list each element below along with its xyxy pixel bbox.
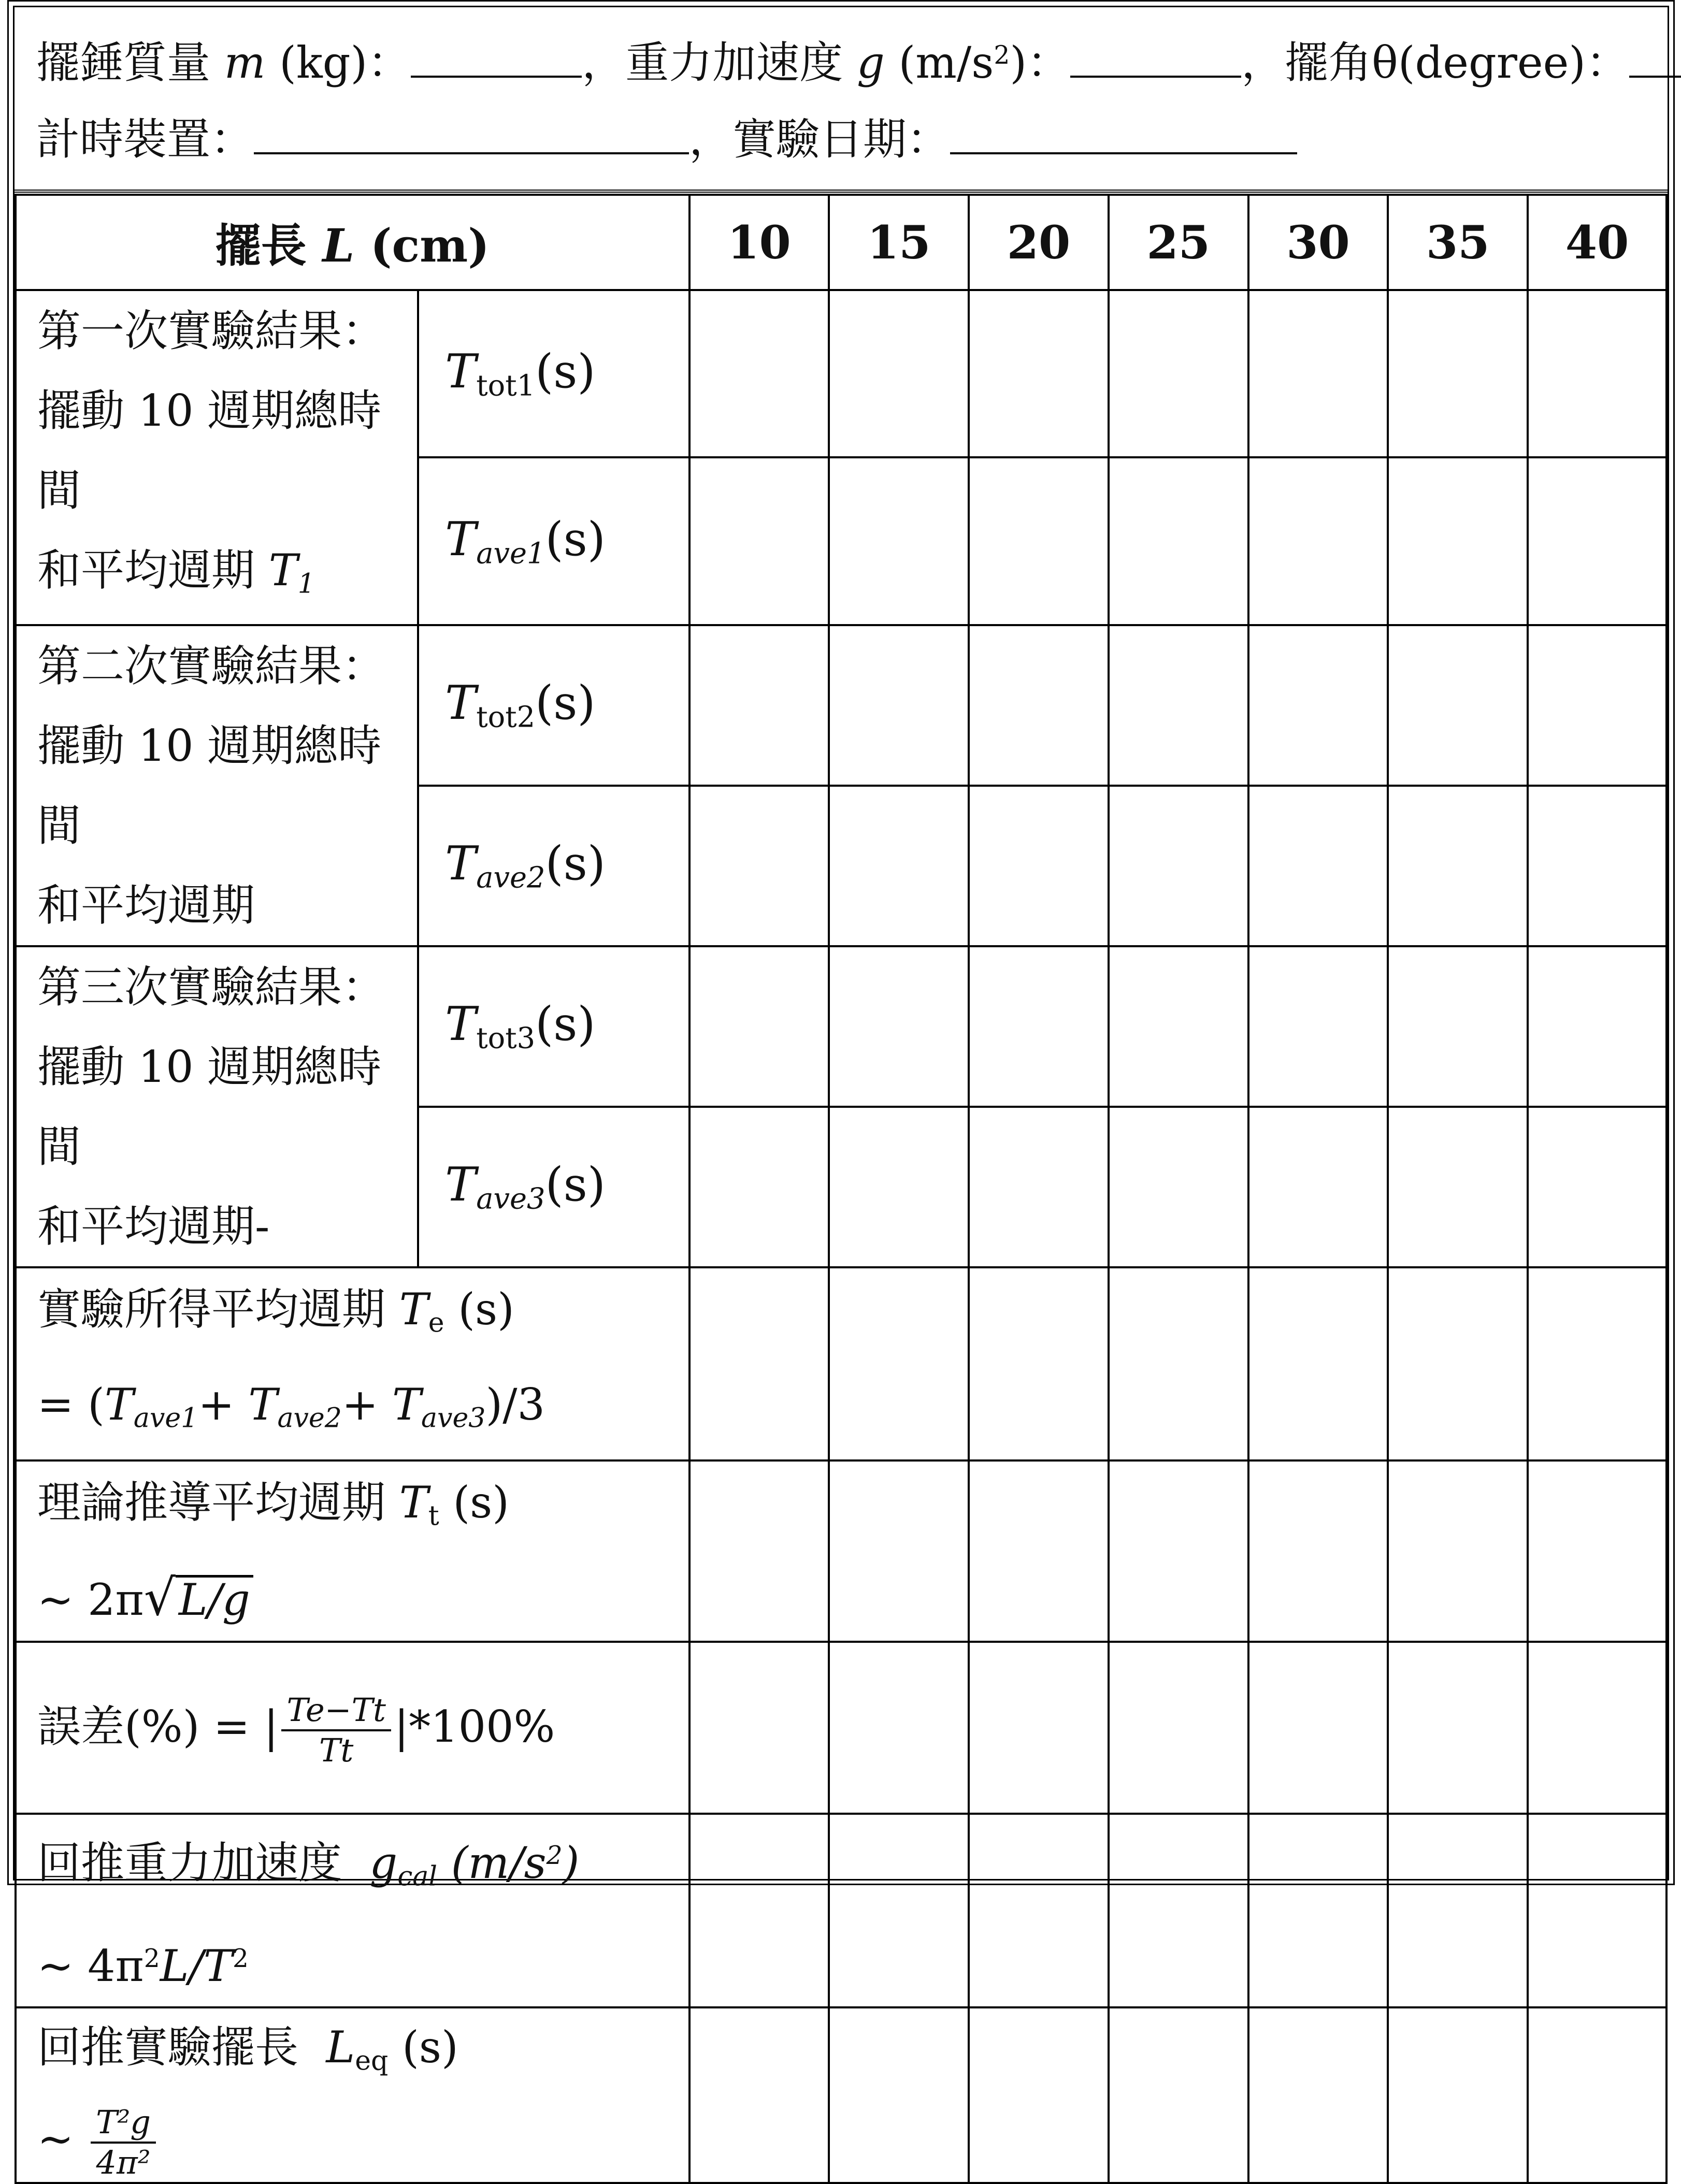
gravity-blank[interactable] <box>1070 39 1241 78</box>
exp-period-label <box>16 1267 689 1460</box>
exp-formula-t3: T <box>392 1379 422 1430</box>
theory-period-unit: (s) <box>453 1477 510 1528</box>
data-cell[interactable] <box>1109 786 1248 946</box>
error-denominator: Tt <box>319 1731 354 1770</box>
data-cell[interactable] <box>689 625 829 786</box>
gcal-formula-mid: L/T <box>160 1940 233 1991</box>
data-cell[interactable] <box>969 290 1109 457</box>
data-cell[interactable] <box>1528 946 1666 1107</box>
data-cell[interactable] <box>1109 1267 1248 1460</box>
data-cell[interactable] <box>829 1460 969 1642</box>
data-cell[interactable] <box>1388 457 1528 625</box>
exp-period-var: T <box>399 1283 428 1335</box>
data-cell[interactable] <box>1248 1642 1388 1814</box>
data-cell[interactable] <box>1109 290 1248 457</box>
data-cell[interactable] <box>1248 1107 1388 1267</box>
leq-var: L <box>326 2022 355 2073</box>
trial2-tot-sub: tot2 <box>476 700 536 734</box>
data-cell[interactable] <box>1388 1460 1528 1642</box>
exp-formula-plus1: + <box>198 1379 249 1430</box>
data-cell[interactable] <box>969 625 1109 786</box>
data-cell[interactable] <box>969 1107 1109 1267</box>
data-cell[interactable] <box>829 1267 969 1460</box>
gcal-text: 回推重力加速度 <box>37 1838 342 1889</box>
data-cell[interactable] <box>689 457 829 625</box>
data-cell[interactable] <box>969 1460 1109 1642</box>
form-inner-frame <box>13 6 1669 2182</box>
data-cell[interactable] <box>1388 625 1528 786</box>
trial3-label <box>16 946 418 1267</box>
length-col-6: 35 <box>1388 195 1528 290</box>
data-cell[interactable] <box>1109 1460 1248 1642</box>
theory-period-var: T <box>399 1477 428 1528</box>
trial1-label <box>16 290 418 625</box>
theory-period-line1 <box>37 1462 688 1557</box>
data-cell[interactable] <box>1248 786 1388 946</box>
timer-label: 計時裝置： <box>36 114 254 165</box>
gcal-formula-pre: ~ 4π <box>37 1940 144 1991</box>
error-fraction <box>281 1691 391 1770</box>
data-cell[interactable] <box>689 1107 829 1267</box>
leq-numerator: T²g <box>91 2103 156 2144</box>
data-cell[interactable] <box>1388 1814 1528 2007</box>
length-header-row <box>16 195 1666 290</box>
length-col-2: 15 <box>829 195 969 290</box>
trial1-ave-label <box>418 457 689 625</box>
length-header-unit: (cm) <box>370 219 490 272</box>
length-col-3: 20 <box>969 195 1109 290</box>
theory-period-sub: t <box>428 1500 439 1532</box>
data-cell[interactable] <box>1109 625 1248 786</box>
exp-formula-t2: T <box>248 1379 278 1430</box>
data-cell[interactable] <box>1109 2007 1248 2183</box>
trial3-ave-unit: (s) <box>545 1158 606 1212</box>
data-cell[interactable] <box>1528 457 1666 625</box>
leq-line1 <box>37 2008 688 2100</box>
trial3-line3: 和平均週期- <box>37 1201 270 1252</box>
trial1-tot-row <box>16 290 1666 457</box>
data-cell[interactable] <box>1528 625 1666 786</box>
error-text: 誤差(%) = | <box>37 1701 279 1753</box>
trial1-line2: 擺動 10 週期總時間 <box>37 385 382 516</box>
data-cell[interactable] <box>1248 625 1388 786</box>
data-cell[interactable] <box>829 625 969 786</box>
trial1-ave-unit: (s) <box>545 512 606 567</box>
trial2-line3: 和平均週期 <box>37 879 255 931</box>
trial3-tot-var: T <box>445 997 477 1052</box>
gravity-unit-pre: (m/s <box>898 37 994 88</box>
data-cell[interactable] <box>1248 1460 1388 1642</box>
data-cell[interactable] <box>969 1814 1109 2007</box>
exp-period-line1 <box>37 1268 688 1364</box>
data-cell[interactable] <box>1528 290 1666 457</box>
gcal-unit-post: ) <box>562 1838 580 1889</box>
data-cell[interactable] <box>969 2007 1109 2183</box>
leq-fraction <box>91 2103 156 2182</box>
trial3-tot-label <box>418 946 689 1107</box>
theory-period-text: 理論推導平均週期 <box>37 1477 386 1528</box>
data-cell[interactable] <box>1528 1267 1666 1460</box>
gcal-row <box>16 1814 1666 2007</box>
leq-sub: eq <box>355 2046 389 2077</box>
trial2-label <box>16 625 418 946</box>
trial1-line3-var: T <box>268 545 298 596</box>
gcal-unit-exp: 2 <box>546 1841 563 1871</box>
data-cell[interactable] <box>689 1267 829 1460</box>
trial3-line2: 擺動 10 週期總時間 <box>37 1041 382 1172</box>
data-cell[interactable] <box>1109 1642 1248 1814</box>
trial1-line3 <box>37 530 417 624</box>
leq-formula <box>37 2100 688 2182</box>
data-cell[interactable] <box>1109 457 1248 625</box>
gravity-unit-post: )： <box>1010 37 1071 88</box>
trial2-ave-label <box>418 786 689 946</box>
leq-text: 回推實驗擺長 <box>37 2022 299 2073</box>
data-cell[interactable] <box>689 1460 829 1642</box>
mass-var: m <box>224 37 266 88</box>
trial2-tot-unit: (s) <box>535 676 596 731</box>
error-row <box>16 1642 1666 1814</box>
exp-formula-t1-sub: ave1 <box>133 1402 198 1434</box>
error-post: |*100% <box>394 1701 555 1753</box>
sqrt-symbol-icon: √ <box>143 1569 176 1627</box>
data-cell[interactable] <box>969 1267 1109 1460</box>
data-cell[interactable] <box>829 457 969 625</box>
data-cell[interactable] <box>1388 1642 1528 1814</box>
angle-blank[interactable] <box>1629 39 1681 78</box>
exp-period-text: 實驗所得平均週期 <box>37 1283 386 1335</box>
data-cell[interactable] <box>1388 1267 1528 1460</box>
gravity-unit-exp: 2 <box>994 41 1010 70</box>
trial1-tot-label <box>418 290 689 457</box>
data-cell[interactable] <box>829 2007 969 2183</box>
header-line-2 <box>36 105 1297 167</box>
leq-denominator: 4π² <box>96 2144 151 2182</box>
gravity-var: g <box>857 37 885 88</box>
data-table <box>15 194 1668 2184</box>
error-numerator: Te−Tt <box>281 1691 391 1731</box>
exp-formula-t3-sub: ave3 <box>421 1402 486 1434</box>
trial3-tot-unit: (s) <box>535 997 596 1052</box>
length-header-var: L <box>322 219 355 272</box>
mass-unit: (kg)： <box>279 37 411 88</box>
gcal-sub: cal <box>397 1861 438 1892</box>
data-cell[interactable] <box>1528 1642 1666 1814</box>
data-cell[interactable] <box>969 946 1109 1107</box>
data-cell[interactable] <box>689 1814 829 2007</box>
exp-formula-t1: T <box>104 1379 134 1430</box>
trial2-ave-unit: (s) <box>545 836 606 891</box>
data-cell[interactable] <box>689 946 829 1107</box>
data-cell[interactable] <box>1109 1107 1248 1267</box>
trial2-tot-var: T <box>445 676 477 731</box>
trial2-line1: 第二次實驗結果： <box>37 640 386 691</box>
data-cell[interactable] <box>969 786 1109 946</box>
trial3-line1: 第三次實驗結果： <box>37 961 386 1013</box>
data-cell[interactable] <box>689 786 829 946</box>
gcal-var: g <box>369 1838 398 1889</box>
data-cell[interactable] <box>1528 1107 1666 1267</box>
theory-formula-pre: ~ 2π <box>37 1574 144 1626</box>
trial1-line3-text: 和平均週期 <box>37 545 255 596</box>
trial1-ave-sub: ave1 <box>476 537 545 571</box>
trial2-ave-var: T <box>445 836 477 891</box>
exp-formula-plus2: + <box>341 1379 392 1430</box>
trial2-ave-sub: ave2 <box>476 861 545 895</box>
mass-label: 擺錘質量 <box>36 37 211 88</box>
data-cell[interactable] <box>1248 457 1388 625</box>
trial3-ave-var: T <box>445 1158 477 1212</box>
gcal-line1 <box>37 1815 688 1917</box>
mass-blank[interactable] <box>411 39 582 78</box>
exp-formula-post: )/3 <box>485 1379 545 1430</box>
exp-period-unit: (s) <box>458 1283 514 1335</box>
trial3-ave-label <box>418 1107 689 1267</box>
data-cell[interactable] <box>1248 946 1388 1107</box>
data-cell[interactable] <box>1248 1267 1388 1460</box>
length-col-5: 30 <box>1248 195 1388 290</box>
header-line-1 <box>36 28 1681 91</box>
trial1-ave-var: T <box>445 512 477 567</box>
data-cell[interactable] <box>969 457 1109 625</box>
data-cell[interactable] <box>689 290 829 457</box>
trial1-line1: 第一次實驗結果： <box>37 306 386 356</box>
exp-formula-t2-sub: ave2 <box>277 1402 342 1434</box>
data-cell[interactable] <box>1388 2007 1528 2183</box>
theory-period-row <box>16 1460 1666 1642</box>
data-cell[interactable] <box>829 1642 969 1814</box>
data-cell[interactable] <box>1388 290 1528 457</box>
form-header <box>15 7 1668 193</box>
data-cell[interactable] <box>1528 1460 1666 1642</box>
length-header-label: 擺長 <box>215 219 307 272</box>
length-header-cell <box>16 195 689 290</box>
data-cell[interactable] <box>1109 1814 1248 2007</box>
trial2-tot-row <box>16 625 1666 786</box>
data-cell[interactable] <box>1248 290 1388 457</box>
data-cell[interactable] <box>829 1107 969 1267</box>
trial1-tot-var: T <box>445 344 477 399</box>
gravity-label: ，重力加速度 <box>582 37 843 88</box>
data-cell[interactable] <box>1528 1814 1666 2007</box>
data-cell[interactable] <box>829 290 969 457</box>
exp-period-sub: e <box>428 1307 444 1339</box>
data-cell[interactable] <box>1388 946 1528 1107</box>
trial3-tot-sub: tot3 <box>476 1021 536 1055</box>
error-label <box>16 1642 689 1814</box>
data-cell[interactable] <box>1248 1814 1388 2007</box>
leq-row <box>16 2007 1666 2183</box>
length-col-7: 40 <box>1528 195 1666 290</box>
form-outer-frame <box>7 0 1675 2182</box>
data-cell[interactable] <box>1528 2007 1666 2183</box>
data-cell[interactable] <box>1248 2007 1388 2183</box>
data-cell[interactable] <box>689 2007 829 2183</box>
exp-formula-pre: = ( <box>37 1379 105 1430</box>
trial3-tot-row <box>16 946 1666 1107</box>
gravity-unit <box>899 37 1071 88</box>
theory-formula-sqrt: L/g <box>176 1575 253 1622</box>
data-cell[interactable] <box>1388 786 1528 946</box>
data-cell[interactable] <box>1388 1107 1528 1267</box>
trial1-tot-unit: (s) <box>535 344 596 399</box>
theory-period-formula <box>37 1557 688 1641</box>
data-cell[interactable] <box>1528 786 1666 946</box>
data-cell[interactable] <box>689 1642 829 1814</box>
data-cell[interactable] <box>969 1642 1109 1814</box>
gcal-label <box>16 1814 689 2007</box>
length-col-1: 10 <box>689 195 829 290</box>
timer-blank[interactable] <box>254 116 689 154</box>
length-col-4: 25 <box>1109 195 1248 290</box>
data-cell[interactable] <box>829 946 969 1107</box>
gcal-unit-pre: (m/s <box>451 1838 547 1889</box>
trial1-line3-sub: 1 <box>297 568 315 600</box>
date-blank[interactable] <box>950 116 1297 154</box>
data-cell[interactable] <box>1109 946 1248 1107</box>
data-cell[interactable] <box>829 786 969 946</box>
angle-label: ，擺角θ(degree)： <box>1241 37 1630 88</box>
leq-label <box>16 2007 689 2183</box>
trial2-tot-label <box>418 625 689 786</box>
theory-period-label <box>16 1460 689 1642</box>
trial3-ave-sub: ave3 <box>476 1182 545 1216</box>
gcal-formula <box>37 1918 688 2007</box>
leq-formula-pre: ~ <box>37 2114 74 2165</box>
trial2-line2: 擺動 10 週期總時間 <box>37 720 382 851</box>
date-label: ，實驗日期： <box>689 114 951 165</box>
data-cell[interactable] <box>829 1814 969 2007</box>
leq-unit: (s) <box>402 2022 458 2073</box>
exp-period-formula <box>37 1364 688 1459</box>
gcal-formula-exp: 2 <box>143 1944 160 1973</box>
trial1-tot-sub: tot1 <box>476 369 536 403</box>
gcal-formula-exp2: 2 <box>232 1944 249 1973</box>
exp-period-row <box>16 1267 1666 1460</box>
